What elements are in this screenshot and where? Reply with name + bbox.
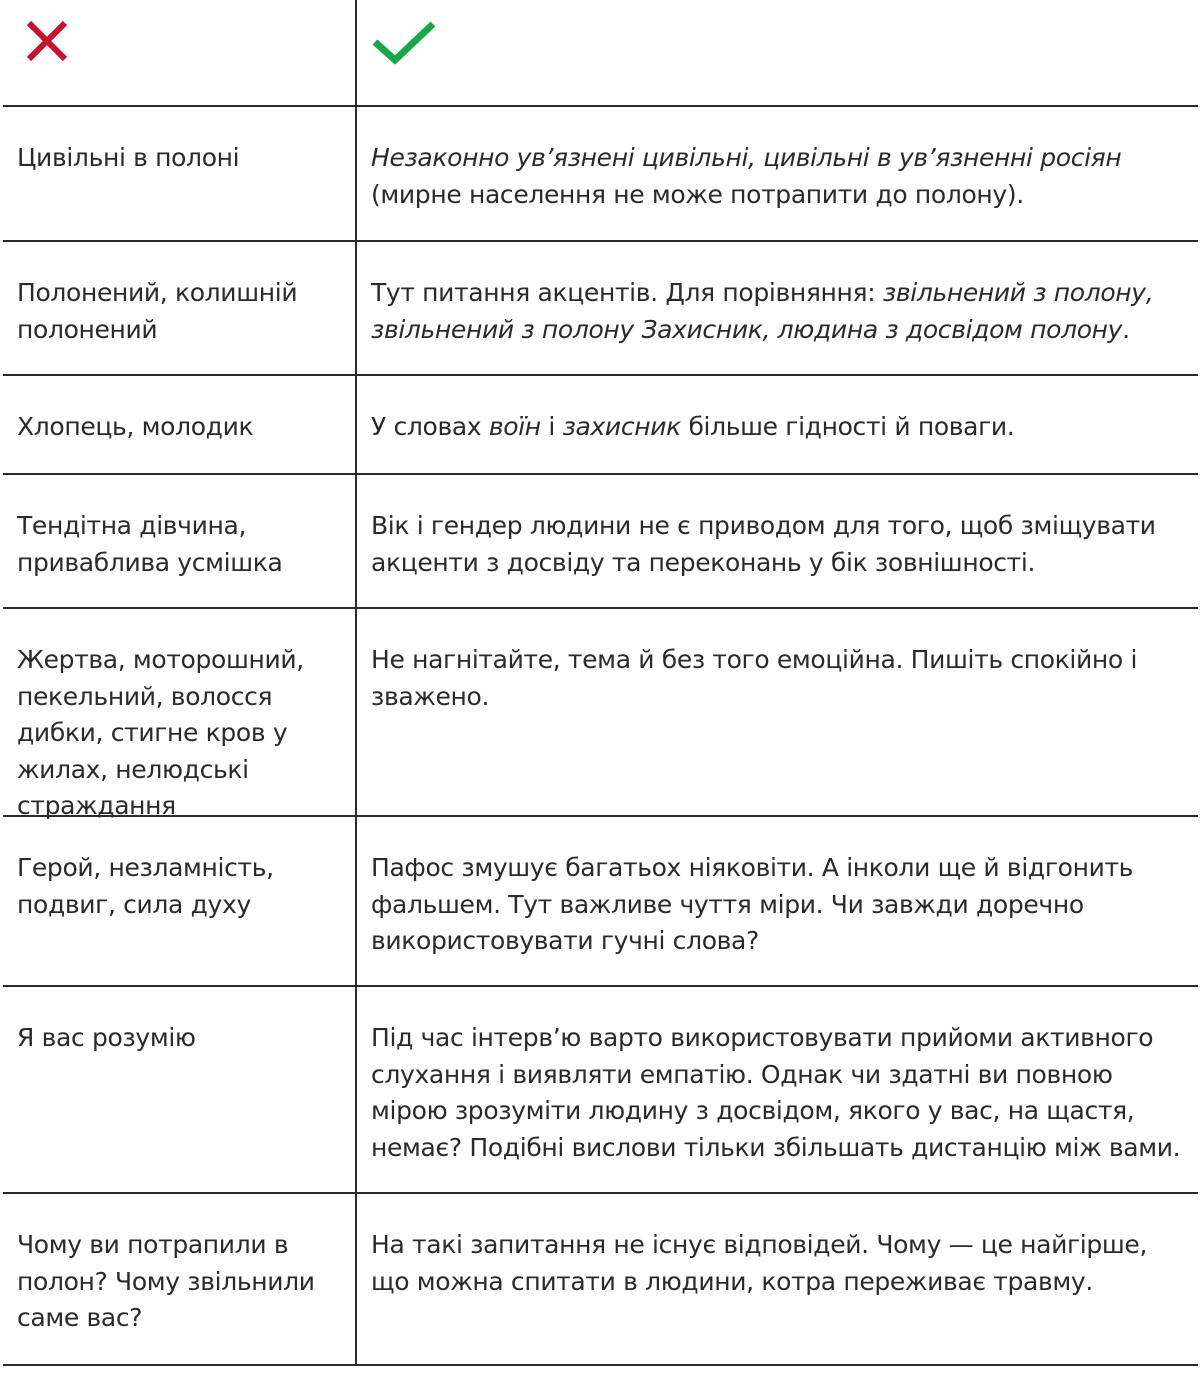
header-cell-wrong — [3, 0, 355, 105]
right-cell — [357, 242, 1198, 374]
wrong-phrase: Жертва, моторошний, пекельний, волосся дибки, стигне кров у жилах, нелюдські страждання — [17, 645, 304, 820]
italic-segment: Незаконно ув’язнені цивільні, цивільні в ув’язненні росіян — [371, 143, 1122, 172]
wrong-cell — [3, 609, 355, 820]
comparison-table — [3, 0, 1198, 1366]
text-segment: Тут питання акцентів. Для порівняння: — [371, 278, 883, 307]
wrong-cell — [3, 376, 355, 473]
check-icon — [371, 20, 437, 66]
right-cell — [357, 475, 1198, 607]
right-explanation — [371, 642, 1184, 715]
italic-segment: захисник — [562, 412, 681, 441]
text-segment: На такі запитання не існує відповідей. Чому — це найгірше, що можна спитати в людини, котра переживає травму. — [371, 1230, 1148, 1296]
text-segment: Не нагнітайте, тема й без того емоційна. Пишіть спокійно і зважено. — [371, 645, 1138, 711]
right-cell — [357, 376, 1198, 473]
wrong-cell — [3, 817, 355, 985]
wrong-phrase: Хлопець, молодик — [17, 412, 254, 441]
wrong-phrase: Чому ви потрапили в полон? Чому звільнили саме вас? — [17, 1230, 315, 1332]
cross-icon — [25, 19, 69, 63]
wrong-phrase: Герой, незламність, подвиг, сила духу — [17, 853, 274, 919]
table-row — [3, 987, 1198, 1194]
text-segment: більше гідності й поваги. — [680, 412, 1015, 441]
table-row — [3, 376, 1198, 475]
table-row — [3, 107, 1198, 242]
wrong-phrase: Полонений, колишній полонений — [17, 278, 298, 344]
wrong-cell — [3, 107, 355, 240]
right-explanation — [371, 1020, 1184, 1166]
table-row — [3, 609, 1198, 820]
right-cell — [357, 987, 1198, 1192]
right-explanation — [371, 409, 1184, 446]
text-segment: і — [540, 412, 563, 441]
italic-segment: воїн — [488, 412, 541, 441]
wrong-cell — [3, 475, 355, 607]
table-row — [3, 1194, 1198, 1366]
text-segment: (мирне населення не може потрапити до полону). — [371, 179, 1024, 209]
right-cell — [357, 107, 1198, 240]
wrong-cell — [3, 242, 355, 374]
table-row — [3, 242, 1198, 376]
text-segment: У словах — [371, 412, 489, 441]
table-row — [3, 475, 1198, 609]
text-segment: Вік і гендер людини не є приводом для того, щоб зміщувати акценти з досвіду та переконань у бік зовнішності. — [371, 511, 1156, 577]
italic-segment: звільнений з полону, звільнений з полону Захисник, людина з досвідом полону — [371, 278, 1154, 344]
right-explanation — [371, 140, 1184, 213]
wrong-phrase: Я вас розумію — [17, 1023, 196, 1052]
text-segment: . — [1122, 314, 1130, 344]
right-cell — [357, 1194, 1198, 1364]
table-header-row — [3, 0, 1198, 107]
text-segment: Пафос змушує багатьох ніяковіти. А інколи ще й відгонить фальшем. Тут важливе чуття міри. Чи завжди доречно використовувати гучні слова? — [371, 853, 1134, 955]
wrong-phrase: Тендітна дівчина, приваблива усмішка — [17, 511, 283, 577]
header-cell-right — [357, 0, 1198, 105]
wrong-cell — [3, 987, 355, 1192]
right-explanation — [371, 1227, 1184, 1300]
right-explanation — [371, 275, 1184, 348]
right-cell — [357, 609, 1198, 815]
table-row — [3, 817, 1198, 987]
text-segment: Під час інтерв’ю варто використовувати прийоми активного слухання і виявляти емпатію. Однак чи здатні ви повною мірою зрозуміти людину з досвідом, якого у вас, на щастя, немає? Подібні вислови тільки збільшать дистанцію між вами. — [371, 1023, 1181, 1162]
right-explanation — [371, 508, 1184, 581]
wrong-phrase: Цивільні в полоні — [17, 143, 240, 172]
right-cell — [357, 817, 1198, 985]
right-explanation — [371, 850, 1184, 960]
wrong-cell — [3, 1194, 355, 1364]
